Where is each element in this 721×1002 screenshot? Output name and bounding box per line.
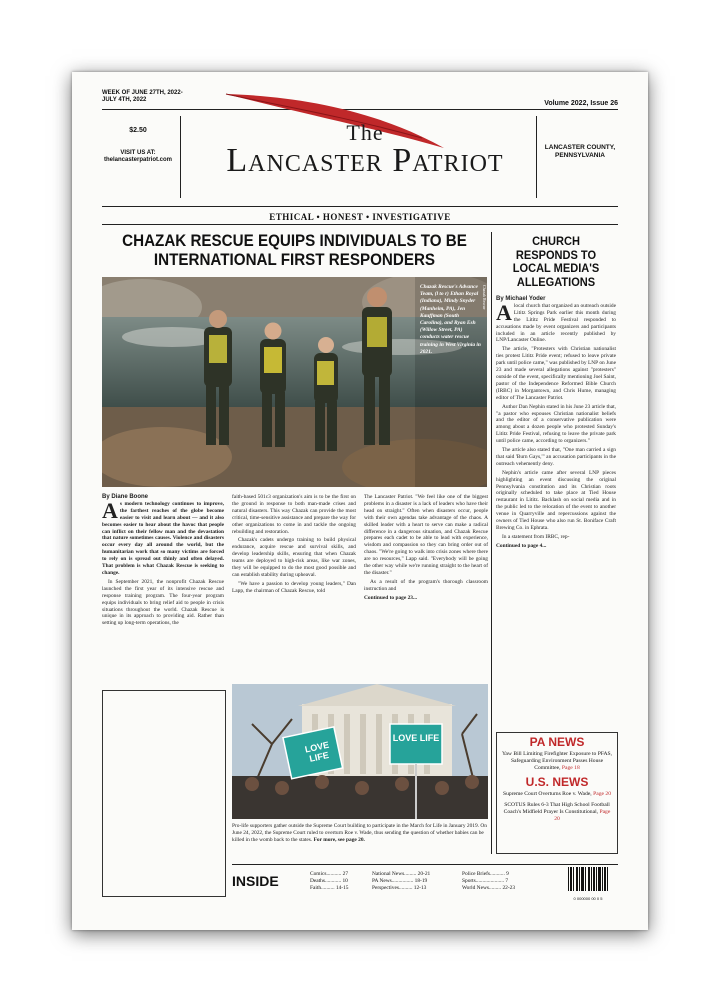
inside-index xyxy=(232,869,616,897)
main-story-col2 xyxy=(232,494,356,597)
main-story-col3 xyxy=(364,494,488,602)
index-sports[interactable]: Sports..................... 7 xyxy=(462,878,509,884)
rescue-photo-credit: Chazak Rescue xyxy=(482,285,487,310)
main-dropcap: A xyxy=(102,497,118,523)
us-item1-page: Page 20 xyxy=(593,791,611,797)
supreme-court-caption xyxy=(232,823,488,844)
main-col2-p2: Chazak's cadets undergo training to build physical endurance, acquire rescue and survival skills, and develop leadership skills, ensuring that when Chazak teams are deployed to high-risk areas, like war zones, they will be equipped to do the most good possible and can establish stability during upheaval. xyxy=(232,537,356,578)
us-item2-text: SCOTUS Rules 6-3 That High School Football Coach's Midfield Prayer Is Constitutional, xyxy=(503,802,610,815)
side-p1-text: local church that organized an outreach outside Lititz Springs Park earlier this month during the Lititz Pride Festival responded to accusations made by event organizers and participants included in an article recently published by LNP/Lancaster Online. xyxy=(496,302,616,344)
side-continued-link[interactable]: Continued to page 4... xyxy=(496,542,547,549)
masthead-title: Lancaster Patriot xyxy=(226,142,504,179)
us-news-item-1[interactable] xyxy=(497,791,617,798)
side-p3: Author Dan Nephin stated in his June 23 article that, "a pastor who espouses Christian nationalist beliefs and the editor of a conservative publication were among about a dozen people who protested Sunday's Lititz Pride Festival, refusing to leave the private park until police came, according to organizers." xyxy=(496,403,616,445)
index-national-news[interactable]: National News......... 20-21 xyxy=(372,871,431,877)
supreme-court-photo xyxy=(232,684,488,819)
index-police-briefs[interactable]: Police Briefs........... 9 xyxy=(462,871,509,877)
tagline-rule-bottom xyxy=(102,224,618,225)
index-perspectives[interactable]: Perspectives.......... 12-13 xyxy=(372,885,427,891)
pa-news-item[interactable] xyxy=(497,751,617,772)
main-col1-p2: In September 2021, the nonprofit Chazak Rescue launched the first year of its intensive rescue and response training program. The four-year program equips individuals to bring relief aid to people in crisis situations throughout the world. Chazak Rescue is unique in its approach to providing aid. Rather than setting up long-term operations, the xyxy=(102,578,224,627)
love-life-sign-right: LOVE LIFE xyxy=(392,733,440,743)
masthead-the: The xyxy=(346,120,384,145)
pa-news-title: PA NEWS xyxy=(529,735,585,749)
side-story-body xyxy=(496,296,616,550)
main-col2-p1: faith-based 501c3 organization's aim is to be the first on the ground in response to both man-made crises and natural disasters. This way Chazak can provide the most critical, time-sensitive assistance and prepare the way for other organizations to come in and tackle the ongoing rebuilding and restoration. xyxy=(232,494,356,535)
issue-week-line1: WEEK OF JUNE 27TH, 2022- xyxy=(102,90,183,96)
supreme-court-more-link[interactable]: For more, see page 20. xyxy=(313,836,365,843)
main-story-col1 xyxy=(102,494,224,629)
inside-col2 xyxy=(372,871,452,892)
issue-week xyxy=(102,90,212,104)
inside-col1 xyxy=(310,871,366,892)
inside-title: INSIDE xyxy=(232,873,279,889)
main-col1-p1-text: s modern technology continues to improve, the farthest reaches of the globe become easier to visit and learn about — and it also becomes easier to hear about the havoc that people can inflict on their fellow man and the devastation that nature sometimes causes. Violence and disasters occur every day all around the world, but the humanitarian work that so many victims are forced to rely on is spread out thinly and often delayed. That problem is what Chazak Rescue is seeking to change. xyxy=(102,500,224,576)
visit-label: VISIT US AT: xyxy=(120,150,156,156)
newspaper-front-page xyxy=(72,72,648,930)
index-comics[interactable]: Comics........... 27 xyxy=(310,871,349,877)
us-news-item-2[interactable] xyxy=(497,802,617,823)
us-news-title: U.S. NEWS xyxy=(525,775,589,789)
barcode-icon xyxy=(567,867,609,891)
us-item1-text: Supreme Court Overturns Roe v. Wade, xyxy=(502,791,592,797)
website-link[interactable]: thelancasterpatriot.com xyxy=(103,157,173,163)
index-faith[interactable]: Faith.......... 14-15 xyxy=(310,885,349,891)
supreme-court-caption-text: Pro-life supporters gather outside the Supreme Court building to participate in the March for Life in January 2019. On June 24, 2022, the Supreme Court ruled to overturn Roe v. Wade, thus sending the question of whether babies can be killed in the womb back to the states. xyxy=(232,823,487,843)
us-item2-page: Page 20 xyxy=(554,809,611,822)
main-continued-link[interactable]: Continued to page 23... xyxy=(364,594,418,601)
news-briefs-box xyxy=(496,732,618,854)
price: $2.50 xyxy=(129,127,147,134)
pa-item-text: Yaw Bill Limiting Firefighter Exposure to PFAS, Safeguarding Environment Passes House Committee, xyxy=(501,751,613,771)
barcode-number: 0 000000 00 0 5 xyxy=(573,896,603,901)
main-col2-p3: "We have a passion to develop young leaders," Dan Lapp, the chairman of Chazak Rescue, told xyxy=(232,580,356,594)
side-p4: The article also stated that, "One man carried a sign that said 'Burn Gays,'" an accusation participants in the outreach vehemently deny. xyxy=(496,447,616,467)
main-byline: By Diane Boone xyxy=(102,494,149,500)
side-column-rule xyxy=(491,232,492,854)
website-block xyxy=(94,150,182,164)
rescue-photo-caption: Chazak Rescue's Advance Team, (l to r) Ethan Royal (Indiana), Mindy Snyder (Manheim, PA), Jen Kauffman (South Carolina), and Ryan Esh (Willow Street, PA) conducts water rescue training in West Virginia in 2021. xyxy=(420,284,481,355)
ad-space-box xyxy=(102,690,226,897)
love-life-sign-left: LOVE LIFE xyxy=(303,739,330,764)
main-col3-p2: As a result of the program's thorough classroom instruction and xyxy=(364,578,488,592)
side-p5: Nephin's article came after several LNP pieces highlighting an event discussing the original Pennsylvania constitution and its Christian roots originally scheduled to take place at Tied House restaurant in Lititz. Backlash on social media and in the public led to the relocation of the event to another venue in Quarryville and repercussions against the owners of Tied House who also run St. Boniface Craft Brewing Co. in Ephrata. xyxy=(496,469,616,531)
side-dropcap: A xyxy=(496,299,512,325)
volume-issue: Volume 2022, Issue 26 xyxy=(544,100,618,107)
index-deaths[interactable]: Deaths............ 10 xyxy=(310,878,348,884)
location: LANCASTER COUNTY, PENNSYLVANIA xyxy=(544,144,616,159)
barcode xyxy=(567,867,609,901)
index-world-news[interactable]: World News......... 22-23 xyxy=(462,885,516,891)
index-pa-news[interactable]: PA News................ 18-19 xyxy=(372,878,428,884)
tagline-rule-top xyxy=(102,206,618,207)
inside-rule xyxy=(232,864,618,865)
main-col3-p1: The Lancaster Patriot. "We feel like one of the biggest problems in a disaster is a lack of leaders who have their head on straight." Often when disasters occur, people with their own agendas take advantage of the chaos. A skilled leader with a heart to serve can make a radical difference in a dangerous situation, and Chazak Rescue prepares each cadet to be able to lead with experience, wisdom and compassion so they can bring order out of chaos. "We're going to walk into crisis zones where there are no resources," Lapp said. "Everybody will be going the other way while we're running straight to the heart of the disaster." xyxy=(364,494,488,576)
masthead xyxy=(190,122,540,178)
tagline: ETHICAL • HONEST • INVESTIGATIVE xyxy=(269,212,451,222)
pa-item-page: Page 18 xyxy=(561,765,580,771)
side-p2: The article, "Protesters with Christian nationalist ties protest Lititz Pride event; refused to leave private park until police came," was published by LNP on June 23 and made several allegations against "protesters" outside of the event, specifically mentioning Joel Saint, pastor of the Independence Reformed Bible Church (IRBC) in Morgantown, and Chris Hume, managing editor of The Lancaster Patriot. xyxy=(496,346,616,401)
issue-week-line2: JULY 4TH, 2022 xyxy=(102,97,147,103)
side-p6: In a statement from IRBC, rep- xyxy=(502,533,570,540)
side-headline[interactable]: CHURCH RESPONDS TO LOCAL MEDIA'S ALLEGATIONS xyxy=(512,234,600,289)
side-byline: By Michael Yoder xyxy=(496,296,546,302)
main-headline[interactable]: CHAZAK RESCUE EQUIPS INDIVIDUALS TO BE INTERNATIONAL FIRST RESPONDERS xyxy=(122,232,467,269)
inside-col3 xyxy=(462,871,542,892)
